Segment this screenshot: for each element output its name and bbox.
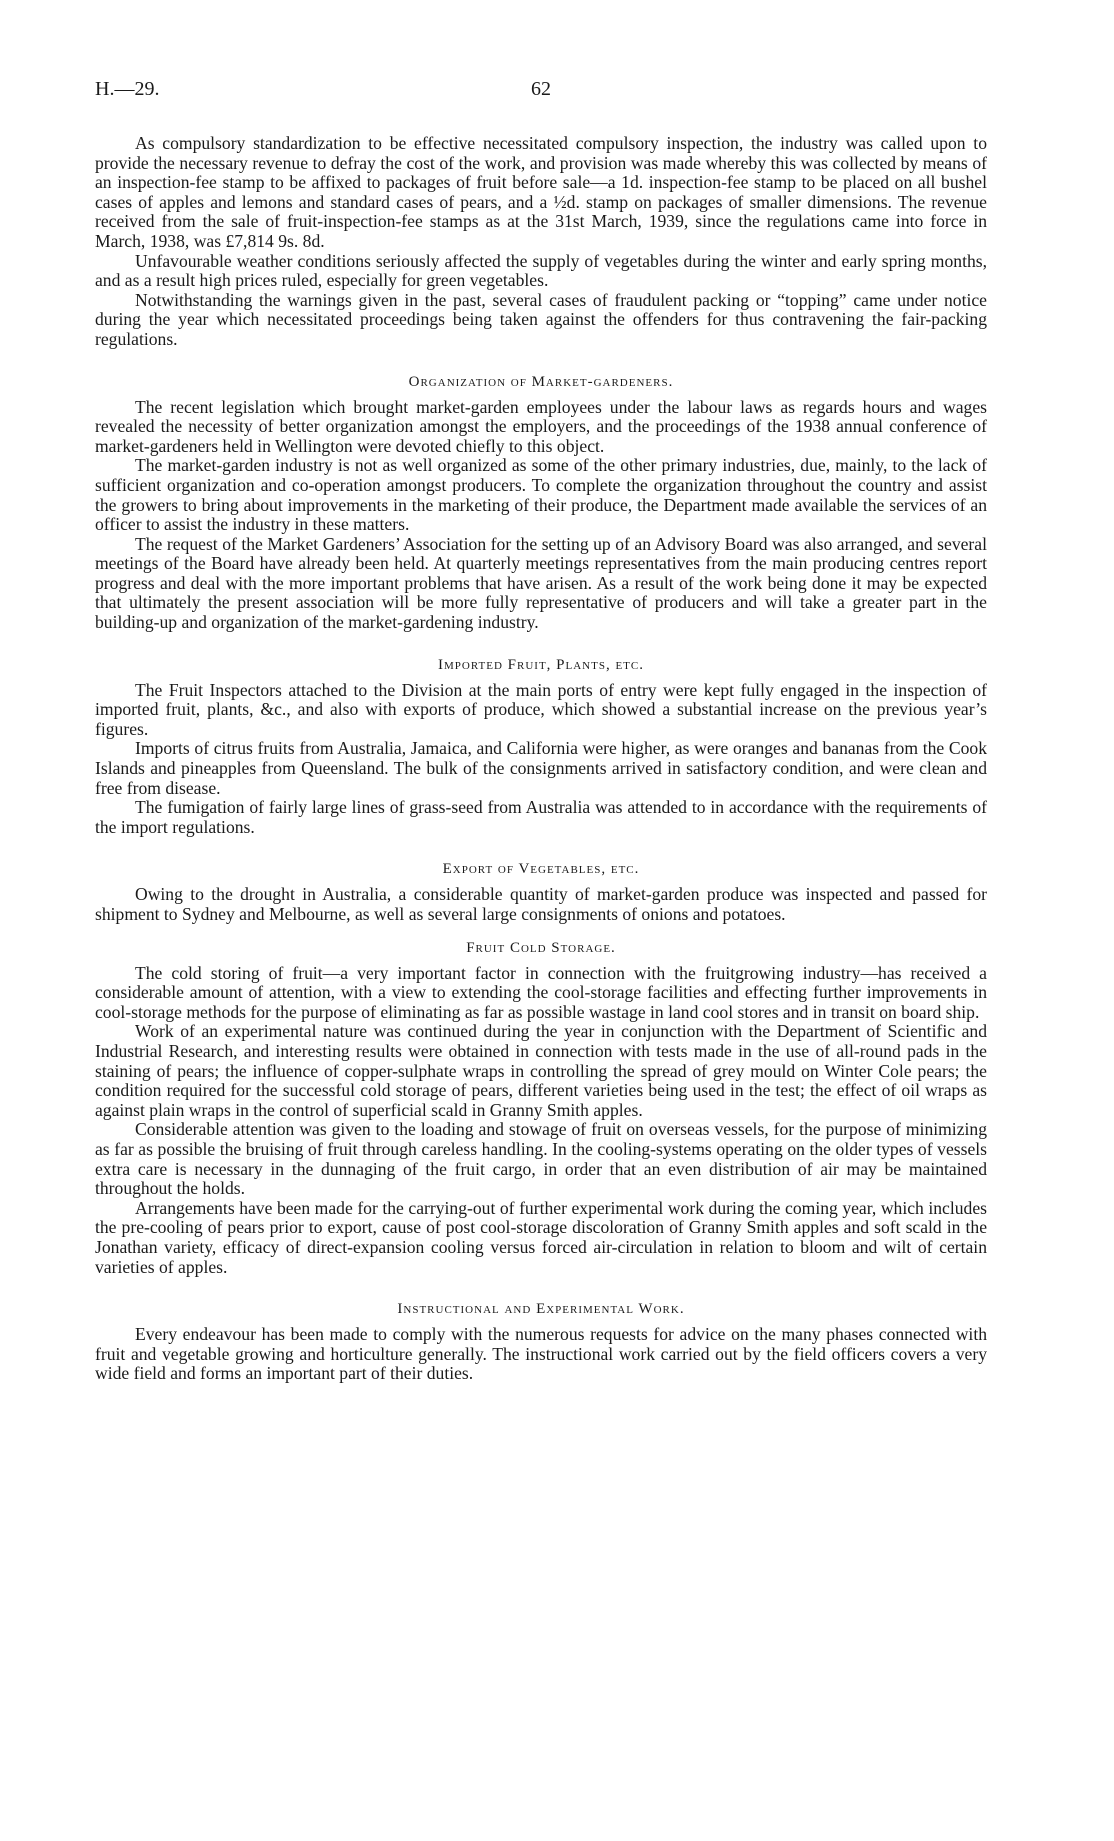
page-number: 62 (531, 78, 551, 100)
paragraph: Unfavourable weather conditions seriously affected the supply of vegetables during the winter and early spring months, and as a result high prices ruled, especially for green vegetables. (95, 250, 987, 291)
paragraph: The cold storing of fruit—a very important factor in connection with the fruitgrowing industry—has received a considerable amount of attention, with a view to extending the cool-storage facilities and effecting further improvements in cool-storage methods for the purpose of eliminating as far as possible wastage in land cool stores and in transit on board ship. (95, 962, 987, 1022)
paragraph: Imports of citrus fruits from Australia, Jamaica, and California were higher, as were oranges and bananas from the Cook Islands and pineapples from Queensland. The bulk of the consignments arrived in satisfactory condition, and were clean and free from disease. (95, 738, 987, 798)
section-heading: Instructional and Experimental Work. (397, 1301, 685, 1318)
section-instructional-experimental-work (95, 1300, 987, 1384)
paragraph: The fumigation of fairly large lines of grass-seed from Australia was attended to in accordance with the requirements of the import regulations. (95, 797, 987, 837)
section-imported-fruit (95, 656, 987, 838)
paragraph: As compulsory standardization to be effective necessitated compulsory inspection, the industry was called upon to provide the necessary revenue to defray the cost of the work, and provision was made whereby this was collected by means of an inspection-fee stamp to be affixed to packages of fruit before sale—a 1d. inspection-fee stamp to be placed on all bushel cases of apples and lemons and standard cases of pears, and a ½d. stamp on packages of smaller dimensions. The revenue received from the sale of fruit-inspection-fee stamps as at the 31st March, 1939, since the regulations came into force in March, 1938, was £7,814 9s. 8d. (95, 133, 987, 251)
document-reference: H.—29. (95, 78, 160, 100)
section-heading: Export of Vegetables, etc. (442, 861, 640, 878)
document-page (95, 70, 987, 1384)
document-body (95, 134, 987, 1384)
section-export-vegetables (95, 860, 987, 924)
intro-section (95, 134, 987, 350)
paragraph: The request of the Market Gardeners’ Association for the setting up of an Advisory Board was also arranged, and several meetings of the Board have already been held. At quarterly meetings representatives from the main producing centres report progress and deal with the more important problems that have arisen. As a result of the work being done it may be expected that ultimately the present association will be more fully representative of producers and will take a greater part in the building-up and organization of the market-gardening industry. (95, 533, 987, 633)
paragraph: Work of an experimental nature was continued during the year in conjunction with the Department of Scientific and Industrial Research, and interesting results were obtained in connection with tests made in the use of all-round pads in the staining of pears; the influence of copper-sulphate wraps in controlling the spread of grey mould on Winter Cole pears; the condition required for the successful cold storage of pears, different varieties being used in the test; the effect of oil wraps as against plain wraps in the control of superficial scald in Granny Smith apples. (95, 1021, 987, 1120)
paragraph: Considerable attention was given to the loading and stowage of fruit on overseas vessels, for the purpose of minimizing as far as possible the bruising of fruit through careless handling. In the cooling-systems operating on the older types of vessels extra care is necessary in the dunnaging of the fruit cargo, in order that an even distribution of air may be maintained throughout the holds. (95, 1119, 987, 1199)
running-header (95, 70, 987, 110)
paragraph: Every endeavour has been made to comply with the numerous requests for advice on the many phases connected with fruit and vegetable growing and horticulture generally. The instructional work carried out by the field officers covers a very wide field and forms an important part of their duties. (95, 1324, 987, 1384)
section-organization-market-gardeners (95, 373, 987, 633)
paragraph: Arrangements have been made for the carrying-out of further experimental work during the coming year, which includes the pre-cooling of pears prior to export, cause of post cool-storage discoloration of Granny Smith apples and soft scald in the Jonathan variety, efficacy of direct-expansion cooling versus forced air-circulation in relation to bloom and wilt of certain varieties of apples. (95, 1197, 987, 1277)
paragraph: The recent legislation which brought market-garden employees under the labour laws as regards hours and wages revealed the necessity of better organization amongst the employers, and the proceedings of the 1938 annual conference of market-gardeners held in Wellington were devoted chiefly to this object. (95, 396, 987, 456)
paragraph: Notwithstanding the warnings given in the past, several cases of fraudulent packing or “topping” came under notice during the year which necessitated proceedings being taken against the offenders for thus contravening the fair-packing regulations. (95, 289, 987, 349)
section-heading: Organization of Market-gardeners. (408, 373, 674, 390)
section-fruit-cold-storage (95, 939, 987, 1278)
paragraph: The market-garden industry is not as well organized as some of the other primary industries, due, mainly, to the lack of sufficient organization and co-operation amongst producers. To complete the organization throughout the country and assist the growers to bring about improvements in the marketing of their produce, the Department made available the services of an officer to assist the industry in these matters. (95, 455, 987, 535)
section-heading: Fruit Cold Storage. (466, 939, 616, 956)
paragraph: Owing to the drought in Australia, a considerable quantity of market-garden produce was inspected and passed for shipment to Sydney and Melbourne, as well as several large consignments of onions and potatoes. (95, 884, 987, 924)
paragraph: The Fruit Inspectors attached to the Division at the main ports of entry were kept fully engaged in the inspection of imported fruit, plants, &c., and also with exports of produce, which showed a substantial increase on the previous year’s figures. (95, 679, 987, 739)
section-heading: Imported Fruit, Plants, etc. (438, 656, 644, 673)
